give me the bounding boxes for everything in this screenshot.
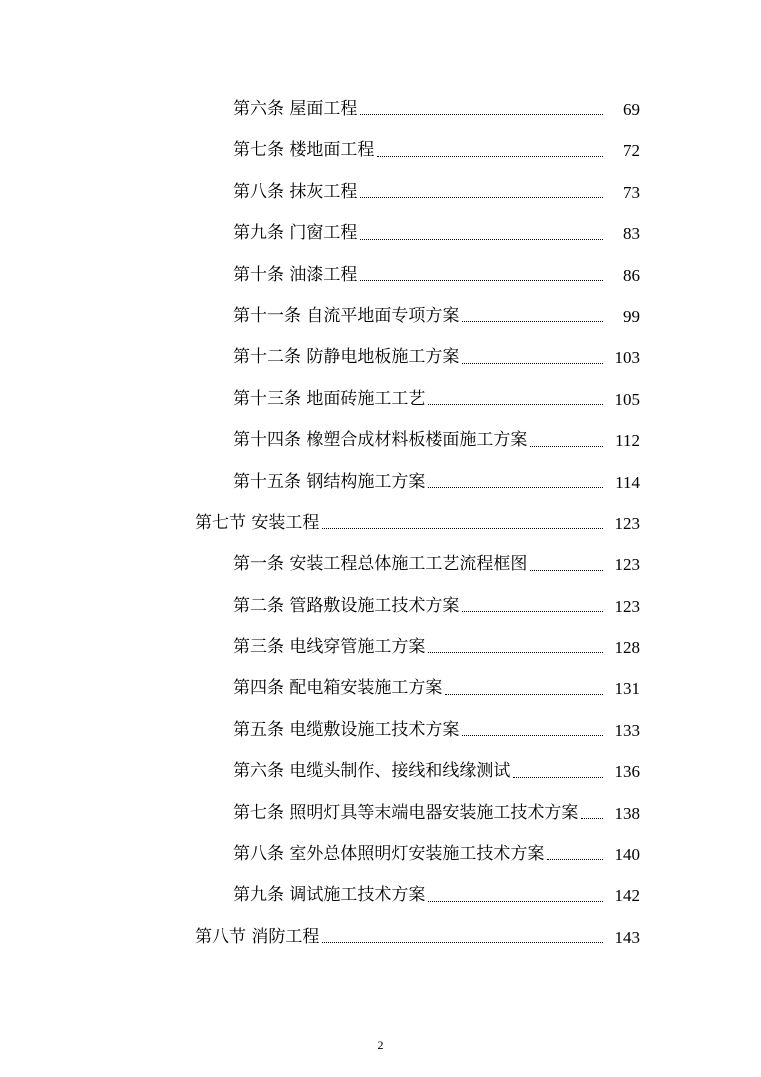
toc-entry-title: 第六条 屋面工程 [233,99,358,119]
toc-entry-page: 72 [623,141,640,161]
toc-entry-page: 123 [614,513,640,533]
toc-entry-title: 第七条 照明灯具等末端电器安装施工技术方案 [233,802,579,823]
toc-dot-leader [426,875,603,916]
toc-entry-title: 第四条 配电箱安装施工方案 [233,678,443,699]
toc-entry-title: 第八条 抹灰工程 [233,181,358,202]
toc-entry[interactable] [0,89,761,130]
toc-entry[interactable] [0,544,761,585]
toc-entry-title: 第三条 电线穿管施工方案 [233,637,426,658]
toc-entry-title: 第十二条 防静电地板施工方案 [233,347,460,368]
toc-dot-leader [460,710,603,751]
toc-entry-page: 133 [614,720,640,740]
toc-dot-leader [426,379,603,420]
toc-entry[interactable] [0,420,761,461]
toc-entry[interactable] [0,875,761,916]
toc-dot-leader [358,255,603,296]
toc-dot-leader [579,793,603,834]
toc-dot-leader [460,586,603,627]
toc-entry-page: 105 [614,389,640,409]
toc-entry[interactable] [0,710,761,751]
toc-dot-leader [460,296,603,337]
toc-entry-page: 112 [615,431,640,451]
toc-entry-page: 73 [623,182,640,202]
toc-entry-page: 69 [623,100,640,119]
toc-entry-title: 第十条 油漆工程 [233,264,358,285]
toc-entry-page: 103 [614,348,640,368]
toc-dot-leader [358,213,603,254]
toc-entry[interactable] [0,834,761,875]
toc-entry-title: 第十五条 钢结构施工方案 [233,471,426,492]
toc-dot-leader [545,834,603,875]
toc-entry-title: 第八条 室外总体照明灯安装施工技术方案 [233,844,545,865]
toc-dot-leader [528,420,603,461]
toc-entry-title: 第九条 调试施工技术方案 [233,885,426,906]
toc-dot-leader [426,627,603,668]
toc-dot-leader [320,917,603,958]
toc-entry[interactable] [0,296,761,337]
toc-entry-page: 143 [614,927,640,947]
toc-entry-title: 第六条 电缆头制作、接线和线缘测试 [233,761,511,782]
toc-entry-page: 83 [623,224,640,244]
toc-entry-page: 140 [614,845,640,865]
toc-entry[interactable] [0,213,761,254]
toc-entry-title: 第十一条 自流平地面专项方案 [233,305,460,326]
toc-entry-page: 123 [614,596,640,616]
toc-entry-title: 第十四条 橡塑合成材料板楼面施工方案 [233,430,528,451]
toc-entry[interactable] [0,172,761,213]
toc-entry[interactable] [0,255,761,296]
toc-entry-page: 86 [623,265,640,285]
toc-entry-title: 第九条 门窗工程 [233,223,358,244]
toc-entry-title: 第十三条 地面砖施工工艺 [233,388,426,409]
toc-entry[interactable] [0,379,761,420]
toc-entry-page: 114 [615,472,640,492]
toc-dot-leader [511,751,603,792]
toc-entry-page: 99 [623,306,640,326]
toc-entry-page: 128 [614,638,640,658]
toc-entry[interactable] [0,793,761,834]
toc-entry[interactable] [0,627,761,668]
toc-entry[interactable] [0,462,761,503]
toc-entry[interactable] [0,586,761,627]
toc-section-entry[interactable] [0,917,761,958]
page-number: 2 [377,1038,384,1052]
toc-dot-leader [375,130,603,171]
toc-entry[interactable] [0,751,761,792]
toc-entry-page: 138 [614,803,640,823]
toc-entry[interactable] [0,337,761,378]
toc-section-entry[interactable] [0,503,761,544]
toc-dot-leader [528,544,603,585]
toc-entry-title: 第五条 电缆敷设施工技术方案 [233,719,460,740]
toc-entry-title: 第八节 消防工程 [195,926,320,947]
toc-entry-page: 123 [614,555,640,575]
toc-entry-title: 第二条 管路敷设施工技术方案 [233,595,460,616]
toc-dot-leader [460,337,603,378]
toc-entry[interactable] [0,130,761,171]
toc-entry-page: 131 [614,679,640,699]
toc-entry-title: 第一条 安装工程总体施工工艺流程框图 [233,554,528,575]
toc-entry-title: 第七节 安装工程 [195,512,320,533]
toc-dot-leader [426,462,603,503]
toc-entry-page: 142 [614,886,640,906]
toc-entry-page: 136 [614,762,640,782]
toc-dot-leader [320,503,603,544]
toc-entry-title: 第七条 楼地面工程 [233,140,375,161]
table-of-contents [0,89,761,958]
toc-dot-leader [443,668,603,709]
toc-dot-leader [358,172,603,213]
toc-entry[interactable] [0,668,761,709]
toc-dot-leader [358,89,603,130]
